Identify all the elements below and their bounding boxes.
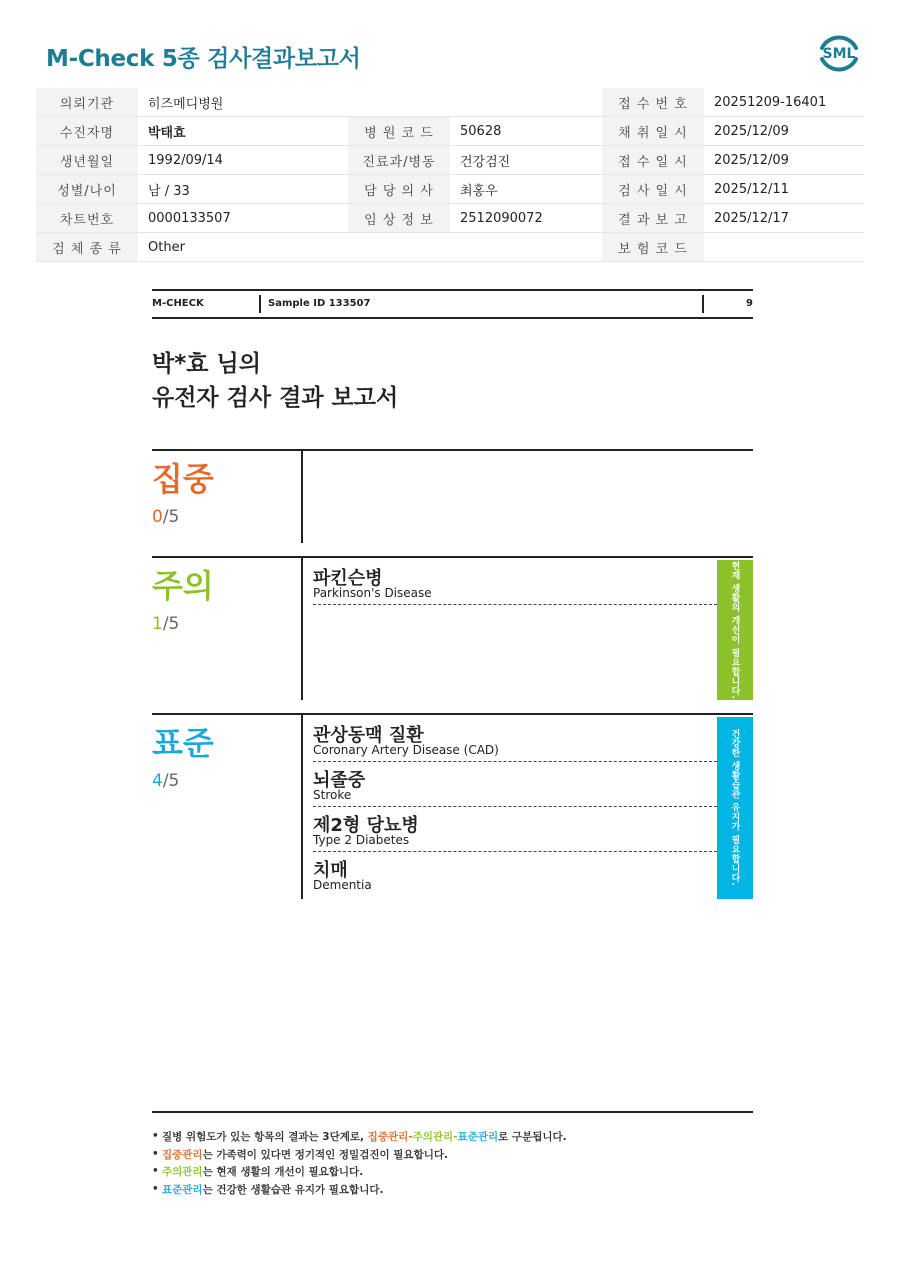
notes-list xyxy=(152,1129,753,1199)
empty-cell xyxy=(450,88,602,117)
note-text: 는 가족력이 있다면 정기적인 정밀검진이 필요합니다. xyxy=(202,1148,448,1161)
empty-cell xyxy=(348,88,450,117)
disease-name-ko: 관상동맥 질환 xyxy=(313,725,424,746)
focus-count xyxy=(152,507,179,527)
department-label: 진료과/병동 xyxy=(348,146,450,175)
disease-name-en: Parkinson's Disease xyxy=(313,586,432,600)
bullet: • xyxy=(152,1182,159,1195)
chart-number-value: 0000133507 xyxy=(138,204,348,233)
info-row xyxy=(36,88,864,117)
disease-name-en: Type 2 Diabetes xyxy=(313,833,410,847)
note-item xyxy=(152,1147,753,1165)
result-report-label: 결 과 보 고 xyxy=(602,204,704,233)
receipt-date-value: 2025/12/09 xyxy=(704,146,864,175)
referring-institution-label: 의뢰기관 xyxy=(36,88,138,117)
note-text: 로 구분됩니다. xyxy=(498,1131,567,1143)
focus-count-total: /5 xyxy=(162,507,180,527)
referring-institution-value: 히즈메디병원 xyxy=(138,88,348,117)
note-focus-key: 집중관리 xyxy=(162,1148,203,1161)
info-row xyxy=(36,146,864,175)
caution-side-bar xyxy=(717,560,753,700)
sex-age-label: 성별/나이 xyxy=(36,175,138,204)
patient-name-label: 수진자명 xyxy=(36,117,138,146)
disease-name-en: Stroke xyxy=(313,788,352,802)
standard-count-total: /5 xyxy=(162,771,180,791)
hospital-code-label: 병 원 코 드 xyxy=(348,117,450,146)
note-dash: - xyxy=(453,1131,458,1143)
note-standard-key: 표준관리 xyxy=(162,1183,203,1196)
note-item xyxy=(152,1182,753,1200)
info-row xyxy=(36,175,864,204)
section-focus xyxy=(152,449,753,543)
insurance-code-value xyxy=(704,233,864,262)
bullet: • xyxy=(152,1147,159,1160)
note-focus-key: 집중관리 xyxy=(367,1131,409,1143)
disease-name-ko: 제2형 당뇨병 xyxy=(313,815,419,836)
section-divider xyxy=(301,451,303,543)
standard-category-name: 표준 xyxy=(152,724,214,762)
disease-item xyxy=(313,807,717,852)
note-dash: - xyxy=(408,1131,413,1143)
hospital-code-value: 50628 xyxy=(450,117,602,146)
specimen-type-value: Other xyxy=(138,233,348,262)
disease-name-en: Dementia xyxy=(313,878,372,892)
caution-side-text: 현재 생활의 개선이 필요합니다. xyxy=(729,560,740,700)
patient-name-value: 박태효 xyxy=(138,117,348,146)
standard-side-text: 건강한 생활습관 유지가 필요합니다. xyxy=(729,729,740,887)
specimen-type-label: 검 체 종 류 xyxy=(36,233,138,262)
report-header-label: M-CHECK xyxy=(152,298,204,309)
standard-disease-list xyxy=(313,717,717,897)
report-title-line1: 박*효 님의 xyxy=(152,351,261,377)
note-standard-key: 표준관리 xyxy=(457,1131,499,1143)
note-caution-key: 주의관리 xyxy=(162,1166,203,1178)
doctor-label: 담 당 의 사 xyxy=(348,175,450,204)
receipt-date-label: 접 수 일 시 xyxy=(602,146,704,175)
sample-id: Sample ID 133507 xyxy=(268,298,371,309)
disease-item xyxy=(313,560,717,605)
standard-count xyxy=(152,771,179,791)
report-title xyxy=(152,347,398,415)
info-row xyxy=(36,233,864,262)
section-divider xyxy=(301,715,303,899)
clinical-info-value: 2512090072 xyxy=(450,204,602,233)
focus-category-name: 집중 xyxy=(152,460,214,498)
bullet: • xyxy=(152,1130,159,1142)
caution-count xyxy=(152,614,179,634)
test-date-label: 검 사 일 시 xyxy=(602,175,704,204)
birth-date-label: 생년월일 xyxy=(36,146,138,175)
standard-side-bar xyxy=(717,717,753,899)
report-title-line2: 유전자 검사 결과 보고서 xyxy=(152,385,399,411)
note-caution-key: 주의관리 xyxy=(412,1131,454,1143)
bullet: • xyxy=(152,1165,159,1177)
document-title: M-Check 5종 검사결과보고서 xyxy=(46,46,361,72)
chart-number-label: 차트번호 xyxy=(36,204,138,233)
logo-text: SML xyxy=(822,46,856,62)
insurance-code-label: 보 험 코 드 xyxy=(602,233,704,262)
disease-item xyxy=(313,717,717,762)
note-text: 는 현재 생활의 개선이 필요합니다. xyxy=(202,1166,364,1178)
disease-name-ko: 치매 xyxy=(313,860,348,881)
page-number: 9 xyxy=(746,298,753,309)
disease-item xyxy=(313,852,717,897)
section-divider xyxy=(301,558,303,700)
header-divider xyxy=(702,295,704,313)
result-report-value: 2025/12/17 xyxy=(704,204,864,233)
note-text: 는 건강한 생활습관 유지가 필요합니다. xyxy=(202,1183,384,1196)
caution-count-value: 1 xyxy=(152,614,163,634)
report-header-bar xyxy=(152,289,753,319)
doctor-value: 최홍우 xyxy=(450,175,602,204)
sml-logo xyxy=(814,28,864,78)
disease-name-ko: 뇌졸중 xyxy=(313,770,366,791)
empty-cell xyxy=(348,233,450,262)
disease-name-ko: 파킨슨병 xyxy=(313,568,383,589)
receipt-number-value: 20251209-16401 xyxy=(704,88,864,117)
collection-date-value: 2025/12/09 xyxy=(704,117,864,146)
patient-info-table xyxy=(36,88,864,262)
receipt-number-label: 접 수 번 호 xyxy=(602,88,704,117)
section-caution xyxy=(152,556,753,700)
caution-category-name: 주의 xyxy=(152,567,214,605)
test-date-value: 2025/12/11 xyxy=(704,175,864,204)
birth-date-value: 1992/09/14 xyxy=(138,146,348,175)
disease-item xyxy=(313,762,717,807)
sex-age-value: 남 / 33 xyxy=(138,175,348,204)
department-value: 건강검진 xyxy=(450,146,602,175)
note-text: 질병 위험도가 있는 항목의 결과는 3단계로, xyxy=(162,1131,368,1143)
info-row xyxy=(36,117,864,146)
section-standard xyxy=(152,713,753,899)
collection-date-label: 채 취 일 시 xyxy=(602,117,704,146)
focus-count-value: 0 xyxy=(152,507,163,527)
clinical-info-label: 임 상 정 보 xyxy=(348,204,450,233)
disease-name-en: Coronary Artery Disease (CAD) xyxy=(313,743,499,757)
empty-cell xyxy=(450,233,602,262)
standard-count-value: 4 xyxy=(152,771,163,791)
caution-count-total: /5 xyxy=(162,614,180,634)
caution-disease-list xyxy=(313,560,717,605)
note-item xyxy=(152,1164,753,1182)
header-divider xyxy=(259,295,261,313)
footer-divider xyxy=(152,1111,753,1113)
note-item xyxy=(152,1129,753,1147)
info-row xyxy=(36,204,864,233)
